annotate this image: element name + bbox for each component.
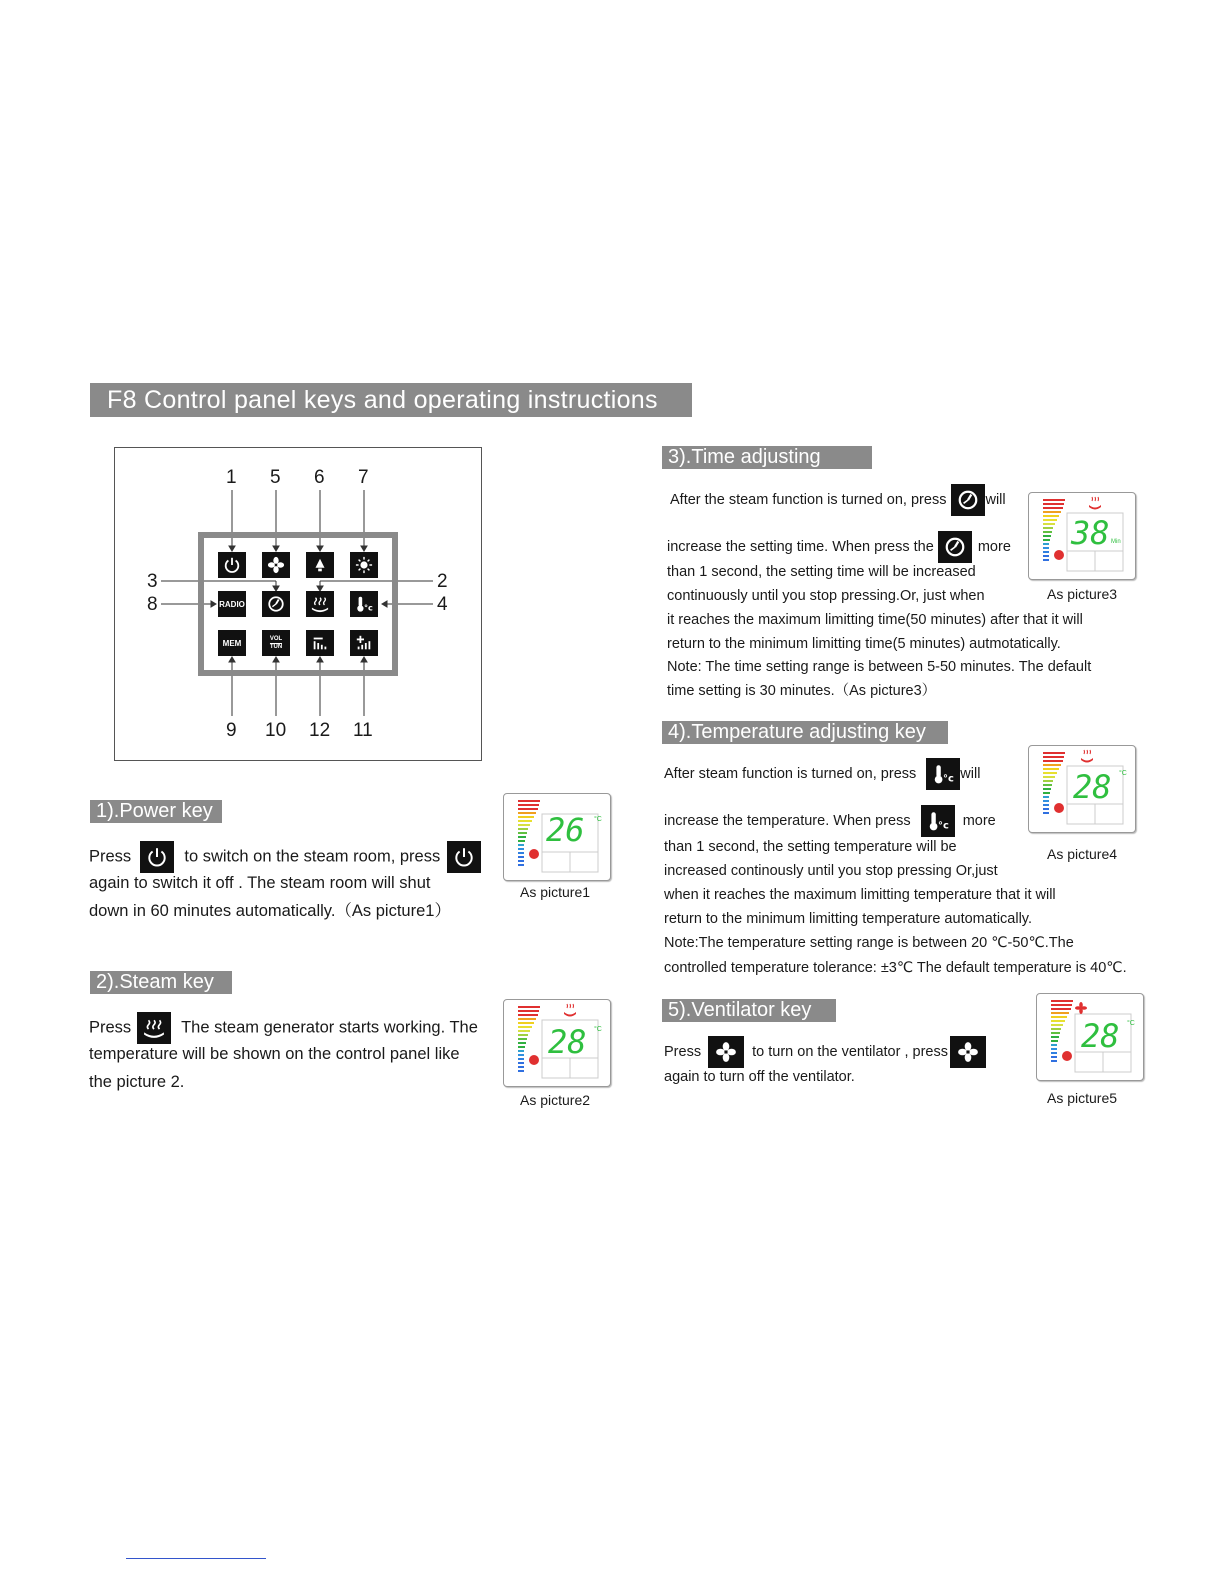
- steam-line-3: the picture 2.: [89, 1073, 185, 1091]
- tun-label: TUN: [269, 643, 283, 650]
- light-key[interactable]: [306, 552, 334, 578]
- time-line-7: Note: The time setting range is between 5-50 minutes. The default: [667, 659, 1092, 675]
- time-line-2-a: increase the setting time. When press the: [667, 538, 934, 555]
- clock-icon: [957, 489, 979, 511]
- steam-indicator-icon: [1062, 1051, 1072, 1061]
- ventilator-key[interactable]: [262, 552, 290, 578]
- time-line-1: [670, 484, 1006, 516]
- page-title: F8 Control panel keys and operating instructions: [90, 383, 692, 417]
- callout-number-9: 9: [226, 720, 237, 741]
- temp-line-7: Note:The temperature setting range is between 20 ℃-50℃.The: [664, 935, 1074, 951]
- time-line-6: return to the minimum limitting time(5 minutes) autmotatically.: [667, 636, 1061, 652]
- callout-number-12: 12: [309, 720, 331, 741]
- steam-symbol-icon: [564, 1004, 576, 1017]
- vent-line-1-a: Press: [664, 1043, 702, 1060]
- power-icon: [453, 846, 475, 868]
- steam-icon: [141, 1017, 167, 1039]
- lcd-value-3: 38: [1071, 514, 1110, 552]
- temperature-heading: 4).Temperature adjusting key: [662, 721, 948, 744]
- time-adjusting-heading: 3).Time adjusting: [662, 446, 872, 469]
- radio-key[interactable]: RADIO: [218, 591, 246, 617]
- time-line-3: than 1 second, the setting time will be increased: [667, 564, 976, 580]
- svg-text:°c: °c: [364, 602, 373, 613]
- power-icon: [223, 556, 241, 574]
- power-key-heading: 1).Power key: [90, 800, 222, 823]
- ventilator-heading: 5).Ventilator key: [662, 999, 836, 1022]
- temp-line-2: [664, 805, 996, 837]
- thermometer-icon: [931, 763, 955, 785]
- callout-number-2: 2: [437, 571, 448, 592]
- volume-up-icon: [355, 634, 373, 652]
- time-line-8: time setting is 30 minutes.（As picture3）: [667, 683, 937, 699]
- fan-icon: [957, 1041, 979, 1063]
- control-panel-diagram: [114, 447, 482, 761]
- time-line-2-b: more: [977, 538, 1011, 555]
- lcd-unit-5: °C: [1127, 1020, 1135, 1027]
- picture-2-caption: As picture2: [520, 1092, 591, 1108]
- vent-line-2: again to turn off the ventilator.: [664, 1069, 855, 1085]
- lcd-picture-5: [1036, 993, 1144, 1081]
- ventilator-key-inline: [708, 1036, 744, 1068]
- lcd-picture-1: [503, 793, 611, 881]
- time-key-inline: [951, 484, 985, 516]
- vent-line-1: [664, 1036, 986, 1068]
- time-line-2: [667, 531, 1011, 563]
- callout-number-4: 4: [437, 594, 448, 615]
- steam-indicator-icon: [529, 849, 539, 859]
- temp-line-6: return to the minimum limitting temperature automatically.: [664, 911, 1033, 927]
- power-line-1-a: Press: [89, 847, 132, 866]
- temp-line-8: controlled temperature tolerance: ±3℃ The default temperature is 40℃.: [664, 960, 1127, 976]
- power-line-1-b: to switch on the steam room, press: [184, 847, 441, 866]
- clock-icon: [267, 595, 285, 613]
- thermometer-icon: [926, 810, 950, 832]
- temperature-key[interactable]: [350, 591, 378, 617]
- lcd-unit-1: °C: [594, 816, 602, 823]
- lcd-value-5: 28: [1081, 1017, 1120, 1055]
- steam-line-2: temperature will be shown on the control panel like: [89, 1045, 460, 1063]
- power-line-2: again to switch it off . The steam room will shut: [89, 874, 431, 892]
- volume-up-key[interactable]: [350, 630, 378, 656]
- volume-down-icon: [311, 634, 329, 652]
- sun-key[interactable]: [350, 552, 378, 578]
- time-key[interactable]: [262, 591, 290, 617]
- steam-symbol-icon: [1081, 750, 1093, 763]
- thermometer-icon: [355, 595, 373, 613]
- sun-icon: [355, 556, 373, 574]
- time-line-1-a: After the steam function is turned on, press: [670, 491, 947, 508]
- time-key-inline-2: [938, 531, 972, 563]
- lcd-unit-3: Min: [1111, 539, 1121, 545]
- steam-key-heading: 2).Steam key: [90, 971, 232, 994]
- vent-line-1-b: to turn on the ventilator , press: [752, 1043, 948, 1060]
- temperature-key-inline: [926, 758, 960, 790]
- callout-number-8: 8: [147, 594, 158, 615]
- temp-line-5: when it reaches the maximum limitting temperature that it will: [664, 887, 1056, 903]
- picture-4-caption: As picture4: [1047, 846, 1118, 862]
- lcd-picture-4: [1028, 745, 1136, 833]
- svg-text:°c: °c: [937, 820, 949, 832]
- steam-line-1-a: Press: [89, 1018, 132, 1037]
- vol-label: VOL: [269, 635, 283, 642]
- steam-key[interactable]: [306, 591, 334, 617]
- temp-line-1: [664, 758, 980, 790]
- callout-number-11: 11: [353, 720, 373, 741]
- fan-icon: [267, 556, 285, 574]
- lcd-value-1: 26: [546, 811, 585, 849]
- callout-number-6: 6: [314, 467, 325, 488]
- callout-number-3: 3: [147, 571, 158, 592]
- power-icon: [146, 846, 168, 868]
- temp-line-4: increased continously until you stop pressing Or,just: [664, 863, 998, 879]
- mem-key[interactable]: MEM: [218, 630, 246, 656]
- steam-symbol-icon: [1089, 497, 1101, 510]
- steam-line-1-b: The steam generator starts working. The: [181, 1018, 478, 1037]
- picture-3-caption: As picture3: [1047, 586, 1118, 602]
- volume-down-key[interactable]: [306, 630, 334, 656]
- picture-5-caption: As picture5: [1047, 1090, 1118, 1106]
- callout-number-10: 10: [265, 720, 287, 741]
- lcd-value-2: 28: [548, 1023, 587, 1061]
- callout-number-7: 7: [358, 467, 369, 488]
- lcd-picture-3: [1028, 492, 1136, 580]
- steam-icon: [310, 595, 330, 613]
- vol-tun-key[interactable]: [262, 630, 290, 656]
- power-key[interactable]: [218, 552, 246, 578]
- footer-rule: [126, 1558, 266, 1559]
- callout-number-5: 5: [270, 467, 281, 488]
- fan-icon: [715, 1041, 737, 1063]
- lcd-picture-2: [503, 999, 611, 1087]
- temp-line-1-a: After steam function is turned on, press: [664, 765, 917, 782]
- picture-1-caption: As picture1: [520, 884, 591, 900]
- steam-indicator-icon: [529, 1055, 539, 1065]
- lamp-icon: [311, 556, 329, 574]
- time-line-5: it reaches the maximum limitting time(50 minutes) after that it will: [667, 612, 1083, 628]
- lcd-value-4: 28: [1073, 768, 1112, 806]
- temp-line-2-b: more: [962, 812, 996, 829]
- time-line-1-b: will: [985, 491, 1006, 508]
- ventilator-key-inline-2: [950, 1036, 986, 1068]
- lcd-unit-2: °C: [594, 1026, 602, 1033]
- fan-indicator-icon: [1075, 1002, 1087, 1014]
- steam-indicator-icon: [1054, 550, 1064, 560]
- steam-indicator-icon: [1054, 803, 1064, 813]
- temperature-key-inline-2: [921, 805, 955, 837]
- temp-line-3: than 1 second, the setting temperature will be: [664, 839, 957, 855]
- temp-line-2-a: increase the temperature. When press: [664, 812, 911, 829]
- power-line-3: down in 60 minutes automatically.（As picture1）: [89, 902, 451, 920]
- svg-text:°c: °c: [943, 773, 955, 785]
- clock-icon: [944, 536, 966, 558]
- time-line-4: continuously until you stop pressing.Or, just when: [667, 588, 985, 604]
- power-key-inline-2: [447, 841, 481, 873]
- callout-number-1: 1: [226, 467, 237, 488]
- temp-line-1-b: will: [960, 765, 981, 782]
- lcd-unit-4: °C: [1119, 770, 1127, 777]
